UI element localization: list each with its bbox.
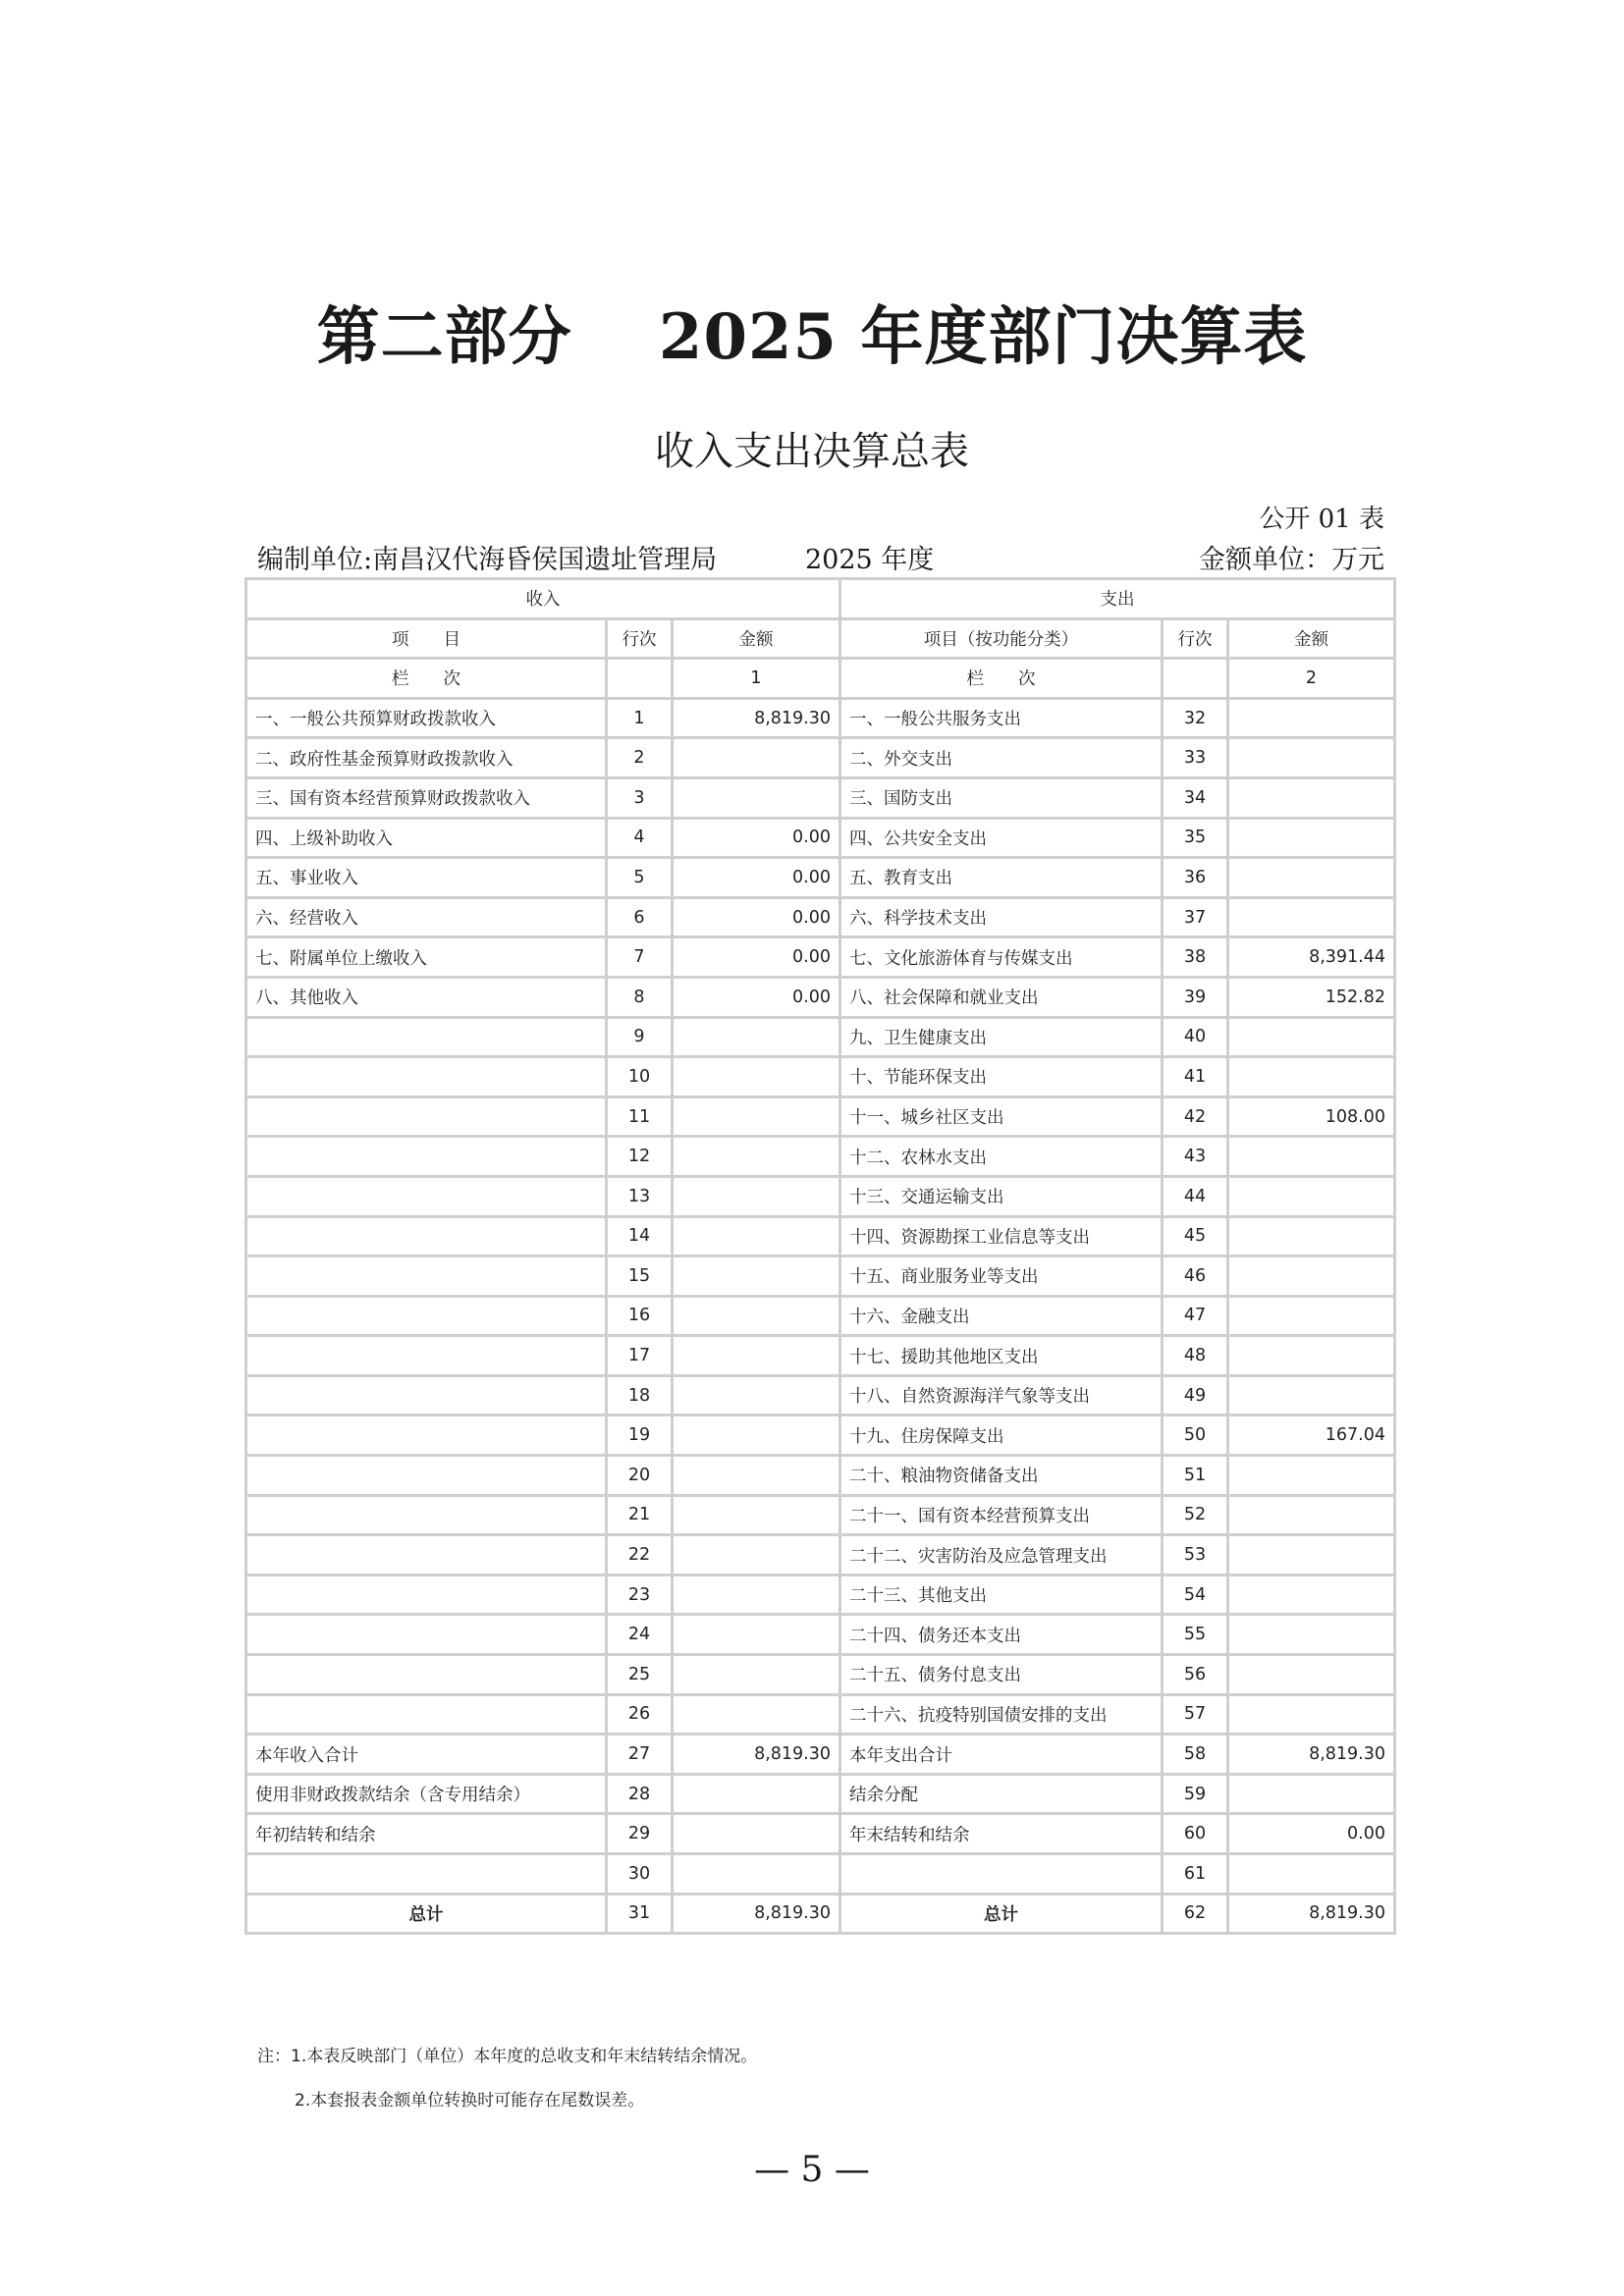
income-row-no: 6 bbox=[608, 899, 671, 936]
expense-row-no: 59 bbox=[1164, 1776, 1226, 1813]
table-row bbox=[247, 859, 1393, 896]
expense-item: 八、社会保障和就业支出 bbox=[841, 979, 1161, 1016]
table-row bbox=[247, 1298, 1393, 1335]
page-number: — 5 — bbox=[754, 2150, 870, 2190]
table-row bbox=[247, 1337, 1393, 1374]
income-amount bbox=[674, 1576, 839, 1614]
expense-item: 年末结转和结余 bbox=[841, 1815, 1161, 1852]
income-amount: 8,819.30 bbox=[674, 1735, 839, 1773]
income-row-no: 24 bbox=[608, 1616, 671, 1653]
income-row-no: 13 bbox=[608, 1178, 671, 1215]
table-row bbox=[247, 938, 1393, 976]
income-item: 六、经营收入 bbox=[247, 899, 605, 936]
income-row-no: 30 bbox=[608, 1855, 671, 1893]
expense-row-no: 44 bbox=[1164, 1178, 1226, 1215]
expense-row-no: 51 bbox=[1164, 1457, 1226, 1494]
expense-item: 十九、住房保障支出 bbox=[841, 1416, 1161, 1454]
income-item bbox=[247, 1098, 605, 1136]
expense-row-no: 46 bbox=[1164, 1257, 1226, 1295]
income-row-no: 12 bbox=[608, 1138, 671, 1175]
income-row-no: 14 bbox=[608, 1218, 671, 1255]
income-row-no: 26 bbox=[608, 1696, 671, 1734]
expense-row-no: 61 bbox=[1164, 1855, 1226, 1893]
expense-row-no: 58 bbox=[1164, 1735, 1226, 1773]
income-row-no: 7 bbox=[608, 938, 671, 976]
income-amount bbox=[674, 1416, 839, 1454]
income-amount bbox=[674, 1019, 839, 1056]
income-amount: 0.00 bbox=[674, 979, 839, 1016]
income-total-label: 总计 bbox=[247, 1896, 605, 1933]
expense-item: 四、公共安全支出 bbox=[841, 820, 1161, 857]
income-row-no: 5 bbox=[608, 859, 671, 896]
notes bbox=[257, 2035, 757, 2123]
income-column-label: 栏 次 bbox=[247, 660, 605, 697]
expense-item: 九、卫生健康支出 bbox=[841, 1019, 1161, 1056]
note-1: 注：1.本表反映部门（单位）本年度的总收支和年末结转结余情况。 bbox=[257, 2047, 758, 2066]
income-row-no: 23 bbox=[608, 1576, 671, 1614]
income-row-no: 1 bbox=[608, 700, 671, 737]
income-amount: 0.00 bbox=[674, 938, 839, 976]
income-item bbox=[247, 1337, 605, 1374]
income-item bbox=[247, 1218, 605, 1255]
expense-row-no: 55 bbox=[1164, 1616, 1226, 1653]
expense-row-no: 48 bbox=[1164, 1337, 1226, 1374]
income-amount bbox=[674, 1855, 839, 1893]
table-row bbox=[247, 779, 1393, 817]
expense-amount bbox=[1229, 1298, 1393, 1335]
income-amount bbox=[674, 779, 839, 817]
income-amount: 8,819.30 bbox=[674, 700, 839, 737]
income-row-no: 27 bbox=[608, 1735, 671, 1773]
expense-amount bbox=[1229, 1257, 1393, 1295]
expense-amount bbox=[1229, 1656, 1393, 1693]
expense-row-no: 40 bbox=[1164, 1019, 1226, 1056]
income-row-no: 29 bbox=[608, 1815, 671, 1852]
expense-amount bbox=[1229, 1019, 1393, 1056]
income-amount bbox=[674, 1337, 839, 1374]
expense-header: 支出 bbox=[841, 580, 1393, 617]
income-amount-header: 金额 bbox=[674, 620, 839, 658]
expense-item: 十、节能环保支出 bbox=[841, 1058, 1161, 1095]
income-row-no: 4 bbox=[608, 820, 671, 857]
expense-item: 十一、城乡社区支出 bbox=[841, 1098, 1161, 1136]
table-row bbox=[247, 1576, 1393, 1614]
expense-item: 五、教育支出 bbox=[841, 859, 1161, 896]
expense-row-no: 34 bbox=[1164, 779, 1226, 817]
expense-total-amount: 8,819.30 bbox=[1229, 1896, 1393, 1933]
income-row-no: 22 bbox=[608, 1536, 671, 1574]
income-item: 五、事业收入 bbox=[247, 859, 605, 896]
expense-amount: 152.82 bbox=[1229, 979, 1393, 1016]
expense-amount: 167.04 bbox=[1229, 1416, 1393, 1454]
expense-row-no: 45 bbox=[1164, 1218, 1226, 1255]
income-row-no-header: 行次 bbox=[608, 620, 671, 658]
expense-item: 二十四、债务还本支出 bbox=[841, 1616, 1161, 1653]
expense-amount bbox=[1229, 1616, 1393, 1653]
expense-column-label: 栏 次 bbox=[841, 660, 1161, 697]
income-amount bbox=[674, 1616, 839, 1653]
table-header-row bbox=[247, 620, 1393, 658]
table-row bbox=[247, 1058, 1393, 1095]
income-row-no: 8 bbox=[608, 979, 671, 1016]
meta-row bbox=[257, 538, 1384, 573]
income-amount bbox=[674, 1058, 839, 1095]
income-item: 本年收入合计 bbox=[247, 1735, 605, 1773]
expense-row-no: 35 bbox=[1164, 820, 1226, 857]
table-row bbox=[247, 700, 1393, 737]
expense-item: 结余分配 bbox=[841, 1776, 1161, 1813]
table-row bbox=[247, 1377, 1393, 1415]
expense-item: 二十一、国有资本经营预算支出 bbox=[841, 1497, 1161, 1534]
table-title: 收入支出决算总表 bbox=[655, 429, 969, 474]
income-amount bbox=[674, 739, 839, 776]
income-item bbox=[247, 1138, 605, 1175]
table-row bbox=[247, 1098, 1393, 1136]
income-item: 八、其他收入 bbox=[247, 979, 605, 1016]
income-item: 使用非财政拨款结余（含专用结余） bbox=[247, 1776, 605, 1813]
expense-total-row-no: 62 bbox=[1164, 1896, 1226, 1933]
income-item-header: 项 目 bbox=[247, 620, 605, 658]
expense-item: 本年支出合计 bbox=[841, 1735, 1161, 1773]
table-row bbox=[247, 1776, 1393, 1813]
expense-amount: 8,819.30 bbox=[1229, 1735, 1393, 1773]
empty-cell bbox=[608, 660, 671, 697]
table-header-row bbox=[247, 660, 1393, 697]
expense-item: 二十五、债务付息支出 bbox=[841, 1656, 1161, 1693]
expense-row-no: 56 bbox=[1164, 1656, 1226, 1693]
total-row bbox=[247, 1896, 1393, 1933]
income-item bbox=[247, 1855, 605, 1893]
expense-row-no: 43 bbox=[1164, 1138, 1226, 1175]
income-row-no: 21 bbox=[608, 1497, 671, 1534]
income-amount: 0.00 bbox=[674, 859, 839, 896]
expense-amount bbox=[1229, 859, 1393, 896]
expense-row-no: 37 bbox=[1164, 899, 1226, 936]
expense-row-no: 50 bbox=[1164, 1416, 1226, 1454]
expense-total-label: 总计 bbox=[841, 1896, 1161, 1933]
expense-amount bbox=[1229, 1138, 1393, 1175]
expense-item: 十八、自然资源海洋气象等支出 bbox=[841, 1377, 1161, 1415]
expense-row-no: 53 bbox=[1164, 1536, 1226, 1574]
expense-amount bbox=[1229, 779, 1393, 817]
income-row-no: 9 bbox=[608, 1019, 671, 1056]
income-amount bbox=[674, 1696, 839, 1734]
table-row bbox=[247, 1457, 1393, 1494]
expense-item: 三、国防支出 bbox=[841, 779, 1161, 817]
expense-item: 一、一般公共服务支出 bbox=[841, 700, 1161, 737]
income-row-no: 3 bbox=[608, 779, 671, 817]
income-item bbox=[247, 1497, 605, 1534]
expense-amount-header: 金额 bbox=[1229, 620, 1393, 658]
expense-item: 十六、金融支出 bbox=[841, 1298, 1161, 1335]
table-row bbox=[247, 1656, 1393, 1693]
table-row bbox=[247, 1696, 1393, 1734]
income-amount bbox=[674, 1377, 839, 1415]
income-amount bbox=[674, 1457, 839, 1494]
expense-amount bbox=[1229, 1497, 1393, 1534]
expense-amount bbox=[1229, 1178, 1393, 1215]
income-header: 收入 bbox=[247, 580, 839, 617]
expense-item: 六、科学技术支出 bbox=[841, 899, 1161, 936]
income-item bbox=[247, 1457, 605, 1494]
income-amount bbox=[674, 1497, 839, 1534]
expense-amount bbox=[1229, 1337, 1393, 1374]
expense-row-no: 33 bbox=[1164, 739, 1226, 776]
income-amount bbox=[674, 1178, 839, 1215]
income-item bbox=[247, 1377, 605, 1415]
expense-item-header: 项目（按功能分类） bbox=[841, 620, 1161, 658]
table-row bbox=[247, 1616, 1393, 1653]
income-total-row-no: 31 bbox=[608, 1896, 671, 1933]
expense-amount: 0.00 bbox=[1229, 1815, 1393, 1852]
income-row-no: 28 bbox=[608, 1776, 671, 1813]
expense-row-no: 39 bbox=[1164, 979, 1226, 1016]
fiscal-year: 2025 年度 bbox=[805, 545, 935, 575]
income-amount: 0.00 bbox=[674, 899, 839, 936]
table-row bbox=[247, 979, 1393, 1016]
income-amount bbox=[674, 1776, 839, 1813]
income-item bbox=[247, 1536, 605, 1574]
table-row bbox=[247, 739, 1393, 776]
table-row bbox=[247, 1218, 1393, 1255]
form-number: 公开 01 表 bbox=[1259, 505, 1384, 534]
table-row bbox=[247, 1138, 1393, 1175]
income-item: 年初结转和结余 bbox=[247, 1815, 605, 1852]
expense-item: 十二、农林水支出 bbox=[841, 1138, 1161, 1175]
compiling-unit: 编制单位:南昌汉代海昏侯国遗址管理局 bbox=[257, 545, 718, 575]
table-row bbox=[247, 1019, 1393, 1056]
expense-item: 二、外交支出 bbox=[841, 739, 1161, 776]
expense-row-no: 54 bbox=[1164, 1576, 1226, 1614]
expense-item: 十四、资源勘探工业信息等支出 bbox=[841, 1218, 1161, 1255]
table-row bbox=[247, 1735, 1393, 1773]
income-item: 一、一般公共预算财政拨款收入 bbox=[247, 700, 605, 737]
expense-amount bbox=[1229, 1536, 1393, 1574]
income-item bbox=[247, 1298, 605, 1335]
expense-item bbox=[841, 1855, 1161, 1893]
income-row-no: 11 bbox=[608, 1098, 671, 1136]
expense-amount bbox=[1229, 1576, 1393, 1614]
income-amount bbox=[674, 1098, 839, 1136]
expense-item: 十七、援助其他地区支出 bbox=[841, 1337, 1161, 1374]
expense-item: 十三、交通运输支出 bbox=[841, 1178, 1161, 1215]
income-item: 四、上级补助收入 bbox=[247, 820, 605, 857]
expense-amount bbox=[1229, 1058, 1393, 1095]
expense-item: 七、文化旅游体育与传媒支出 bbox=[841, 938, 1161, 976]
table-row bbox=[247, 1257, 1393, 1295]
table-row bbox=[247, 1497, 1393, 1534]
expense-item: 二十六、抗疫特别国债安排的支出 bbox=[841, 1696, 1161, 1734]
expense-amount bbox=[1229, 1377, 1393, 1415]
expense-amount bbox=[1229, 899, 1393, 936]
table-row bbox=[247, 1855, 1393, 1893]
expense-amount: 8,391.44 bbox=[1229, 938, 1393, 976]
expense-row-no: 42 bbox=[1164, 1098, 1226, 1136]
expense-row-no-header: 行次 bbox=[1164, 620, 1226, 658]
income-item: 三、国有资本经营预算财政拨款收入 bbox=[247, 779, 605, 817]
income-amount bbox=[674, 1218, 839, 1255]
expense-amount bbox=[1229, 700, 1393, 737]
income-row-no: 10 bbox=[608, 1058, 671, 1095]
income-row-no: 2 bbox=[608, 739, 671, 776]
expense-row-no: 47 bbox=[1164, 1298, 1226, 1335]
income-amount bbox=[674, 1536, 839, 1574]
income-item: 二、政府性基金预算财政拨款收入 bbox=[247, 739, 605, 776]
income-row-no: 16 bbox=[608, 1298, 671, 1335]
expense-amount bbox=[1229, 739, 1393, 776]
table-row bbox=[247, 899, 1393, 936]
income-row-no: 25 bbox=[608, 1656, 671, 1693]
expense-column-number: 2 bbox=[1229, 660, 1393, 697]
expense-item: 二十二、灾害防治及应急管理支出 bbox=[841, 1536, 1161, 1574]
expense-row-no: 38 bbox=[1164, 938, 1226, 976]
expense-row-no: 57 bbox=[1164, 1696, 1226, 1734]
expense-amount bbox=[1229, 1218, 1393, 1255]
income-item: 七、附属单位上缴收入 bbox=[247, 938, 605, 976]
income-row-no: 19 bbox=[608, 1416, 671, 1454]
expense-amount: 108.00 bbox=[1229, 1098, 1393, 1136]
income-item bbox=[247, 1019, 605, 1056]
expense-row-no: 32 bbox=[1164, 700, 1226, 737]
income-amount bbox=[674, 1138, 839, 1175]
income-amount bbox=[674, 1298, 839, 1335]
income-item bbox=[247, 1656, 605, 1693]
income-row-no: 17 bbox=[608, 1337, 671, 1374]
expense-amount bbox=[1229, 820, 1393, 857]
expense-row-no: 36 bbox=[1164, 859, 1226, 896]
empty-cell bbox=[1164, 660, 1226, 697]
expense-item: 二十三、其他支出 bbox=[841, 1576, 1161, 1614]
expense-row-no: 49 bbox=[1164, 1377, 1226, 1415]
expense-row-no: 41 bbox=[1164, 1058, 1226, 1095]
table-row bbox=[247, 1178, 1393, 1215]
expense-amount bbox=[1229, 1776, 1393, 1813]
income-expense-table bbox=[244, 577, 1396, 1935]
income-item bbox=[247, 1576, 605, 1614]
table-row bbox=[247, 1416, 1393, 1454]
table-header-row bbox=[247, 580, 1393, 617]
income-item bbox=[247, 1416, 605, 1454]
income-row-no: 20 bbox=[608, 1457, 671, 1494]
expense-amount bbox=[1229, 1696, 1393, 1734]
income-amount: 0.00 bbox=[674, 820, 839, 857]
income-total-amount: 8,819.30 bbox=[674, 1896, 839, 1933]
income-amount bbox=[674, 1815, 839, 1852]
income-item bbox=[247, 1178, 605, 1215]
income-column-number: 1 bbox=[674, 660, 839, 697]
expense-row-no: 60 bbox=[1164, 1815, 1226, 1852]
expense-item: 十五、商业服务业等支出 bbox=[841, 1257, 1161, 1295]
income-item bbox=[247, 1058, 605, 1095]
table-row bbox=[247, 1815, 1393, 1852]
expense-amount bbox=[1229, 1855, 1393, 1893]
income-amount bbox=[674, 1656, 839, 1693]
income-item bbox=[247, 1257, 605, 1295]
expense-item: 二十、粮油物资储备支出 bbox=[841, 1457, 1161, 1494]
expense-amount bbox=[1229, 1457, 1393, 1494]
expense-row-no: 52 bbox=[1164, 1497, 1226, 1534]
table-row bbox=[247, 820, 1393, 857]
income-item bbox=[247, 1696, 605, 1734]
income-row-no: 18 bbox=[608, 1377, 671, 1415]
income-amount bbox=[674, 1257, 839, 1295]
note-2: 2.本套报表金额单位转换时可能存在尾数误差。 bbox=[295, 2091, 645, 2110]
income-item bbox=[247, 1616, 605, 1653]
income-row-no: 15 bbox=[608, 1257, 671, 1295]
money-unit: 金额单位：万元 bbox=[1199, 545, 1384, 575]
part-title: 第二部分 2025 年度部门决算表 bbox=[316, 300, 1308, 374]
table-row bbox=[247, 1536, 1393, 1574]
